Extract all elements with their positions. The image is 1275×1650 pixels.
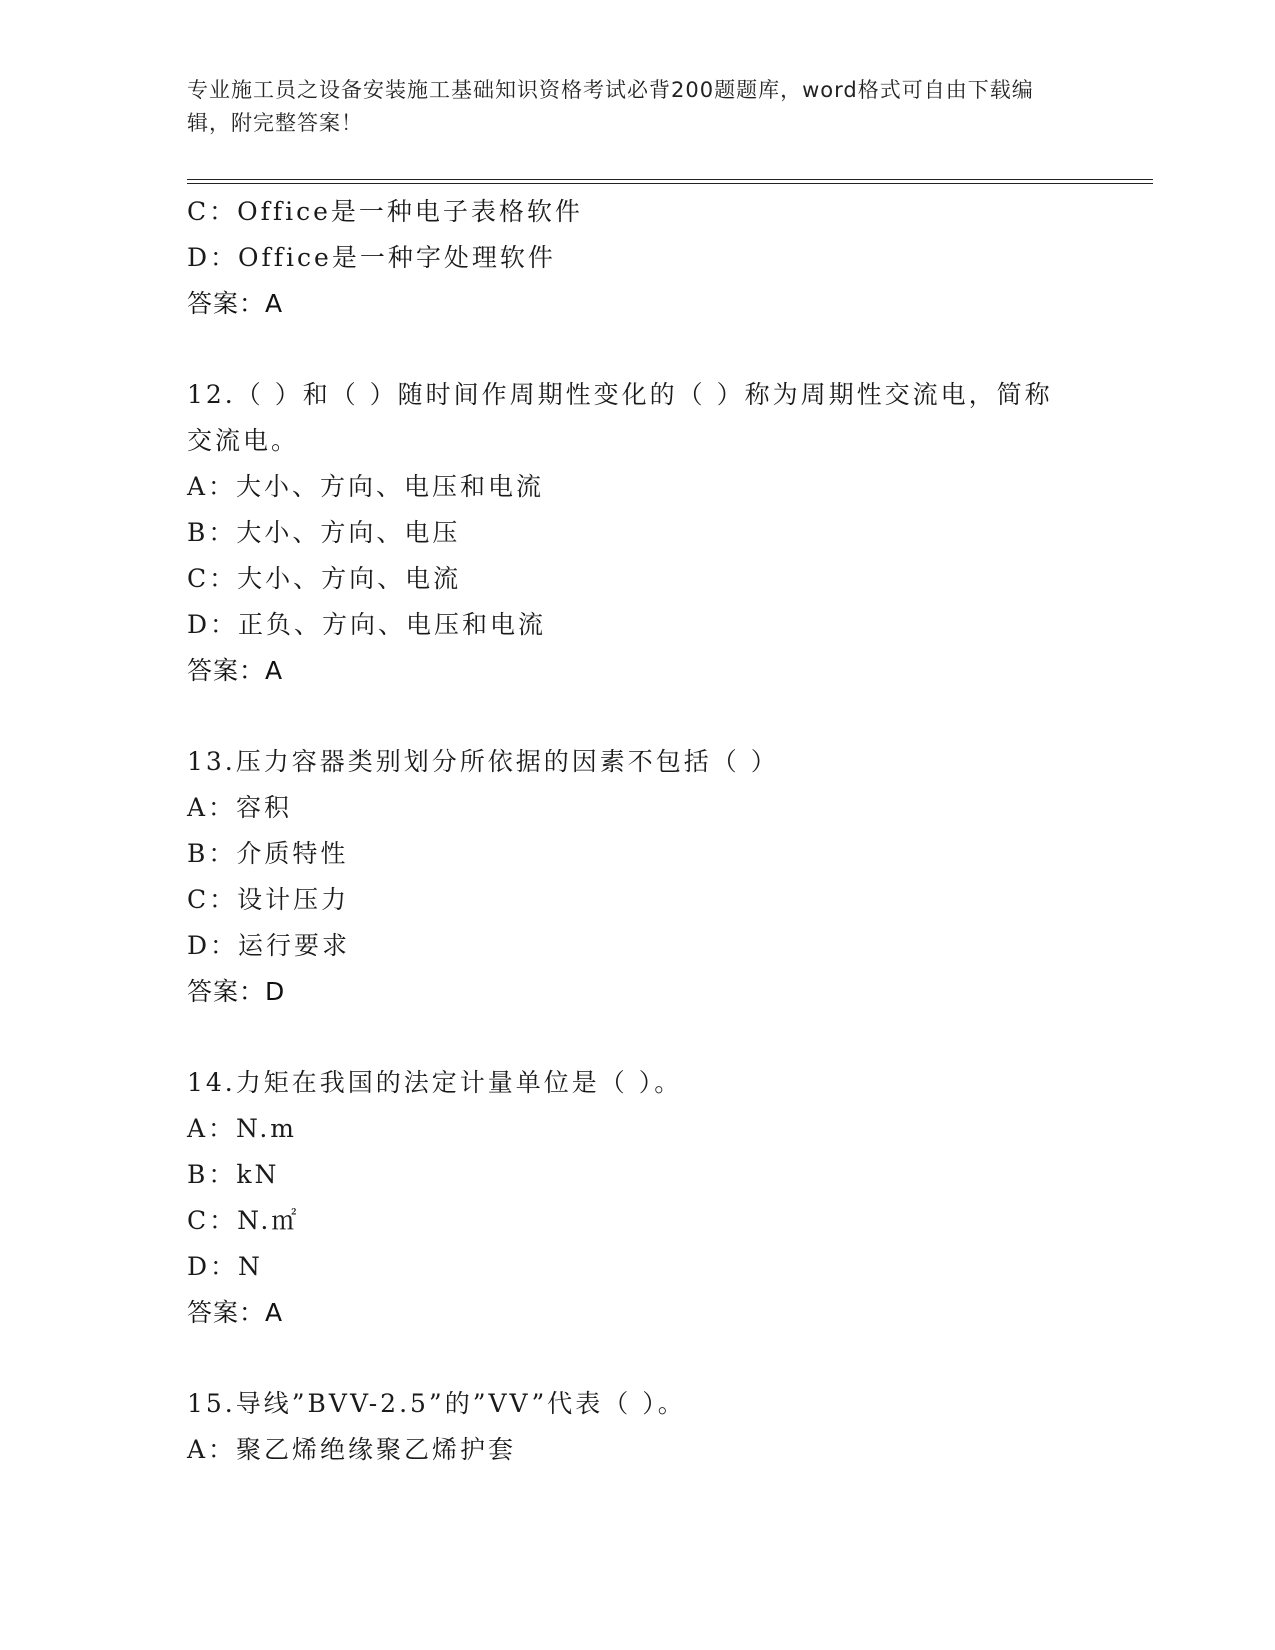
question-list — [187, 189, 1077, 1473]
option-c: C：Office是一种电子表格软件 — [187, 197, 583, 226]
option-c: C：设计压力 — [187, 885, 350, 914]
question-text: 12.（ ）和（ ）随时间作周期性变化的（ ）称为周期性交流电，简称交流电。 — [187, 380, 1053, 455]
question-11 — [187, 189, 1077, 327]
answer-line: 答案：A — [187, 656, 284, 685]
option-b: B：kN — [187, 1160, 280, 1189]
option-b: B：大小、方向、电压 — [187, 518, 461, 547]
option-c: C：N.㎡ — [187, 1206, 300, 1235]
option-a: A：大小、方向、电压和电流 — [187, 472, 545, 501]
option-a: A：容积 — [187, 793, 293, 822]
document-header: 专业施工员之设备安装施工基础知识资格考试必背200题题库，word格式可自由下载编辑，附完整答案！ — [187, 78, 1034, 135]
question-spacer — [187, 1336, 1077, 1381]
answer-line: 答案：A — [187, 289, 284, 318]
option-a: A：聚乙烯绝缘聚乙烯护套 — [187, 1435, 517, 1464]
question-15 — [187, 1381, 1077, 1473]
question-13 — [187, 739, 1077, 1015]
question-text: 15.导线”BVV-2.5”的”VV”代表（ ）。 — [187, 1389, 686, 1418]
option-c: C：大小、方向、电流 — [187, 564, 462, 593]
question-spacer — [187, 694, 1077, 739]
answer-line: 答案：D — [187, 977, 286, 1006]
option-d: D：Office是一种字处理软件 — [187, 243, 556, 272]
option-d: D：N — [187, 1252, 263, 1281]
question-spacer — [187, 327, 1077, 372]
question-12 — [187, 372, 1077, 694]
header-rule-top — [187, 179, 1153, 180]
question-text: 14.力矩在我国的法定计量单位是（ ）。 — [187, 1068, 683, 1097]
question-text: 13.压力容器类别划分所依据的因素不包括（ ） — [187, 747, 779, 776]
header-rule-bottom — [187, 183, 1153, 184]
option-d: D：正负、方向、电压和电流 — [187, 610, 547, 639]
option-d: D：运行要求 — [187, 931, 351, 960]
question-14 — [187, 1060, 1077, 1336]
question-spacer — [187, 1015, 1077, 1060]
answer-line: 答案：A — [187, 1298, 284, 1327]
option-b: B：介质特性 — [187, 839, 349, 868]
option-a: A：N.m — [187, 1114, 297, 1143]
